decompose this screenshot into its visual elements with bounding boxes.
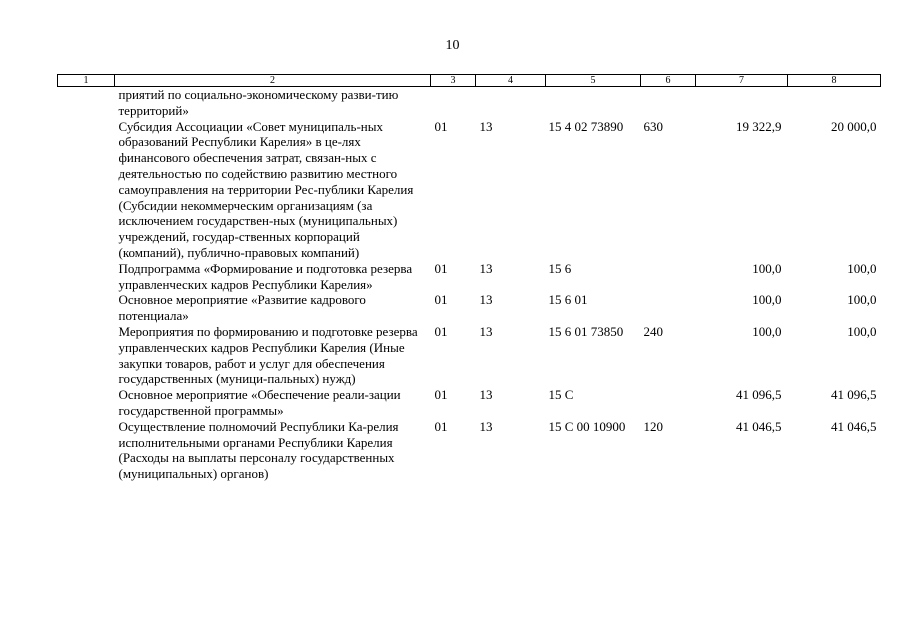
subsection-code-cell: 13 xyxy=(479,387,493,403)
amount-year1-cell: 100,0 xyxy=(752,323,782,339)
table-row xyxy=(58,292,881,324)
table-row xyxy=(58,419,881,482)
expense-type-cell xyxy=(641,87,696,119)
section-code-cell: 01 xyxy=(434,323,448,339)
expense-name-cell: приятий по социально-экономическому разви-тию территорий» xyxy=(118,87,399,118)
expense-type-cell: 630 xyxy=(643,118,663,134)
amount-year2-cell: 100,0 xyxy=(847,323,877,339)
amount-year2-cell: 41 096,5 xyxy=(831,387,877,403)
row-number-cell xyxy=(58,419,115,482)
target-article-cell: 15 С xyxy=(548,387,574,403)
column-header-5: 5 xyxy=(546,75,641,87)
column-header-2: 2 xyxy=(115,75,431,87)
target-article-cell: 15 4 02 73890 xyxy=(548,118,624,134)
target-article-cell: 15 6 01 xyxy=(548,292,588,308)
amount-year1-cell: 100,0 xyxy=(752,260,782,276)
column-header-3: 3 xyxy=(431,75,476,87)
expense-type-cell xyxy=(641,292,696,324)
amount-year1-cell: 41 046,5 xyxy=(736,418,782,434)
expense-type-cell xyxy=(641,387,696,419)
table-row xyxy=(58,87,881,119)
column-header-4: 4 xyxy=(476,75,546,87)
section-code-cell: 01 xyxy=(434,418,448,434)
amount-year2-cell: 100,0 xyxy=(847,260,877,276)
subsection-code-cell: 13 xyxy=(479,260,493,276)
expense-name-cell: Осуществление полномочий Республики Ка-релия исполнительными органами Республики Карелия (Расходы на выплаты персоналу государственных (муниципальных) органов) xyxy=(118,418,399,482)
section-code-cell: 01 xyxy=(434,387,448,403)
amount-year1-cell: 41 096,5 xyxy=(736,387,782,403)
subsection-code-cell xyxy=(476,87,546,119)
amount-year2-cell: 20 000,0 xyxy=(831,118,877,134)
expense-name-cell: Подпрограмма «Формирование и подготовка резерва управленческих кадров Республики Карелия» xyxy=(118,260,413,292)
expense-type-cell: 120 xyxy=(643,418,663,434)
row-number-cell xyxy=(58,324,115,387)
subsection-code-cell: 13 xyxy=(479,118,493,134)
amount-year2-cell: 41 046,5 xyxy=(831,418,877,434)
expense-name-cell: Основное мероприятие «Развитие кадрового потенциала» xyxy=(118,292,366,324)
column-header-7: 7 xyxy=(696,75,788,87)
row-number-cell xyxy=(58,119,115,261)
row-number-cell xyxy=(58,261,115,293)
target-article-cell xyxy=(546,87,641,119)
table-row xyxy=(58,324,881,387)
expense-type-cell xyxy=(641,261,696,293)
table-row xyxy=(58,387,881,419)
column-header-8: 8 xyxy=(788,75,881,87)
expense-name-cell: Субсидия Ассоциации «Совет муниципаль-ных образований Республики Карелия» в це-лях финансового обеспечения затрат, связан-ных с деятельностью по содействию развитию местного самоуправления на территории Рес-публики Карелия (Субсидии некоммерческим организациям (за исключением государствен-ных (муниципальных) учреждений, государ-ственных корпораций (компаний), публично-правовых компаний) xyxy=(118,118,414,260)
section-code-cell: 01 xyxy=(434,118,448,134)
subsection-code-cell: 13 xyxy=(479,292,493,308)
amount-year1-cell: 100,0 xyxy=(752,292,782,308)
section-code-cell: 01 xyxy=(434,292,448,308)
budget-table xyxy=(57,74,881,482)
amount-year1-cell: 19 322,9 xyxy=(736,118,782,134)
column-number-header-row xyxy=(58,75,881,87)
subsection-code-cell: 13 xyxy=(479,418,493,434)
expense-type-cell: 240 xyxy=(643,323,663,339)
column-header-1: 1 xyxy=(58,75,115,87)
subsection-code-cell: 13 xyxy=(479,323,493,339)
target-article-cell: 15 6 01 73850 xyxy=(548,323,624,339)
row-number-cell xyxy=(58,292,115,324)
table-row xyxy=(58,119,881,261)
expense-name-cell: Мероприятия по формированию и подготовке резерва управленческих кадров Республики Карелия (Иные закупки товаров, работ и услуг для обеспечения государственных (муници-пальных) нужд) xyxy=(118,323,418,387)
target-article-cell: 15 С 00 10900 xyxy=(548,418,626,434)
table-row xyxy=(58,261,881,293)
expense-name-cell: Основное мероприятие «Обеспечение реали-зации государственной программы» xyxy=(118,387,401,418)
amount-year1-cell xyxy=(696,87,788,119)
target-article-cell: 15 6 xyxy=(548,260,572,276)
column-header-6: 6 xyxy=(641,75,696,87)
section-code-cell xyxy=(431,87,476,119)
section-code-cell: 01 xyxy=(434,260,448,276)
amount-year2-cell: 100,0 xyxy=(847,292,877,308)
page-number: 10 xyxy=(445,38,460,53)
amount-year2-cell xyxy=(788,87,881,119)
row-number-cell xyxy=(58,87,115,119)
row-number-cell xyxy=(58,387,115,419)
